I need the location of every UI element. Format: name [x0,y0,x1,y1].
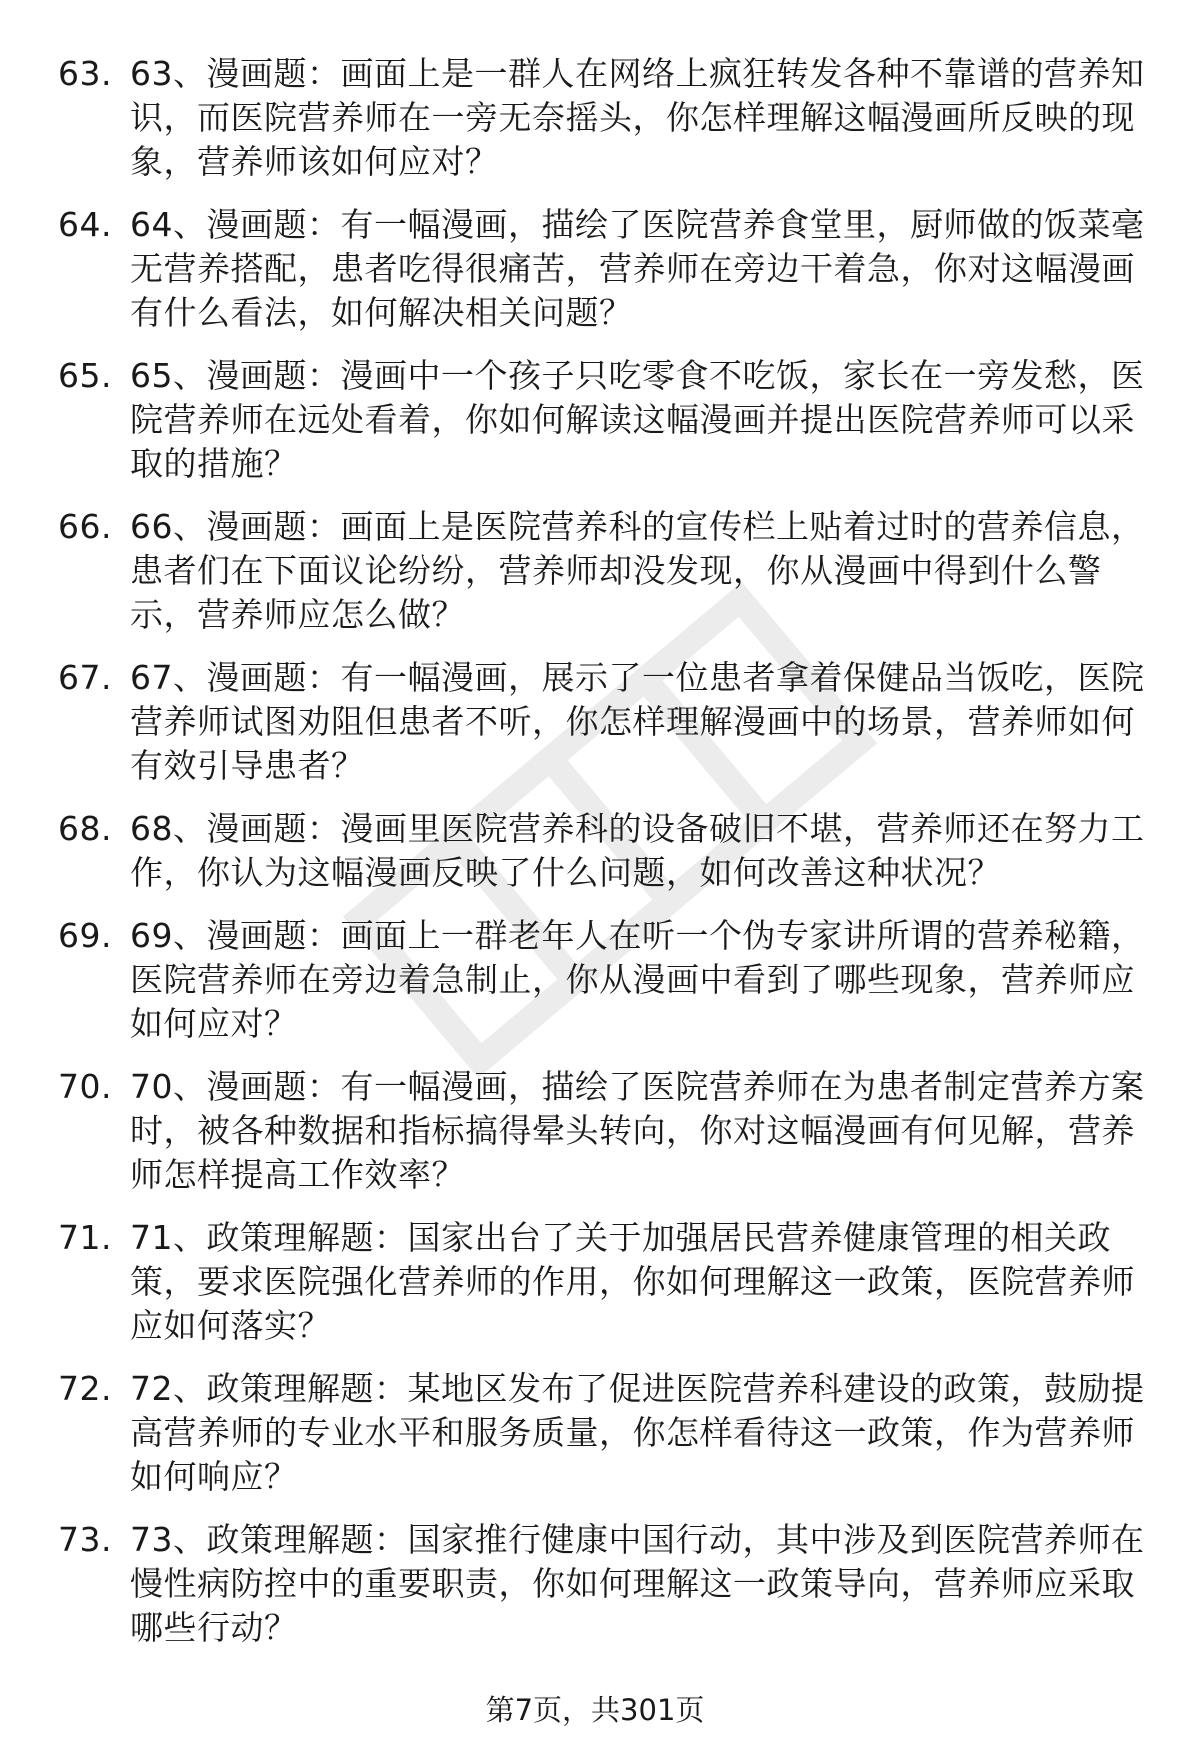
question-text: 65、漫画题：漫画中一个孩子只吃零食不吃饭，家长在一旁发愁，医院营养师在远处看着，你如何解读这幅漫画并提出医院营养师可以采取的措施？ [130,356,1145,483]
question-list [58,52,1148,1669]
question-number: 65. [58,356,112,395]
question-item-68 [58,807,1148,895]
question-item-66 [58,505,1148,637]
question-text: 63、漫画题：画面上是一群人在网络上疯狂转发各种不靠谱的营养知识，而医院营养师在一旁无奈摇头，你怎样理解这幅漫画所反映的现象，营养师该如何应对？ [130,54,1145,181]
question-text: 66、漫画题：画面上是医院营养科的宣传栏上贴着过时的营养信息，患者们在下面议论纷纷，营养师却没发现，你从漫画中得到什么警示，营养师应怎么做？ [130,507,1145,634]
question-number: 64. [58,205,112,244]
page-footer [0,1690,1190,1730]
question-item-63 [58,52,1148,184]
question-text: 71、政策理解题：国家出台了关于加强居民营养健康管理的相关政策，要求医院强化营养师的作用，你如何理解这一政策，医院营养师应如何落实？ [130,1218,1135,1345]
question-number: 66. [58,507,112,546]
question-text: 72、政策理解题：某地区发布了促进医院营养科建设的政策，鼓励提高营养师的专业水平和服务质量，你怎样看待这一政策，作为营养师如何响应？ [130,1369,1145,1496]
question-item-67 [58,656,1148,788]
question-number: 68. [58,809,112,848]
question-number: 67. [58,658,112,697]
question-item-65 [58,354,1148,486]
question-text: 64、漫画题：有一幅漫画，描绘了医院营养食堂里，厨师做的饭菜毫无营养搭配，患者吃得很痛苦，营养师在旁边干着急，你对这幅漫画有什么看法，如何解决相关问题？ [130,205,1145,332]
page-number-label: 第7页，共301页 [485,1693,705,1727]
question-item-73 [58,1518,1148,1650]
question-number: 63. [58,54,112,93]
question-item-70 [58,1065,1148,1197]
question-text: 70、漫画题：有一幅漫画，描绘了医院营养师在为患者制定营养方案时，被各种数据和指标搞得晕头转向，你对这幅漫画有何见解，营养师怎样提高工作效率？ [130,1067,1145,1194]
question-number: 72. [58,1369,112,1408]
question-item-72 [58,1367,1148,1499]
question-text: 73、政策理解题：国家推行健康中国行动，其中涉及到医院营养师在慢性病防控中的重要职责，你如何理解这一政策导向，营养师应采取哪些行动？ [130,1520,1145,1647]
question-item-64 [58,203,1148,335]
question-number: 69. [58,916,112,955]
question-item-69 [58,914,1148,1046]
question-number: 70. [58,1067,112,1106]
question-text: 67、漫画题：有一幅漫画，展示了一位患者拿着保健品当饭吃，医院营养师试图劝阻但患者不听，你怎样理解漫画中的场景，营养师如何有效引导患者？ [130,658,1145,785]
question-item-71 [58,1216,1148,1348]
question-text: 69、漫画题：画面上一群老年人在听一个伪专家讲所谓的营养秘籍，医院营养师在旁边着急制止，你从漫画中看到了哪些现象，营养师应如何应对？ [130,916,1145,1043]
question-text: 68、漫画题：漫画里医院营养科的设备破旧不堪，营养师还在努力工作，你认为这幅漫画反映了什么问题，如何改善这种状况？ [130,809,1145,892]
question-number: 71. [58,1218,112,1257]
question-number: 73. [58,1520,112,1559]
